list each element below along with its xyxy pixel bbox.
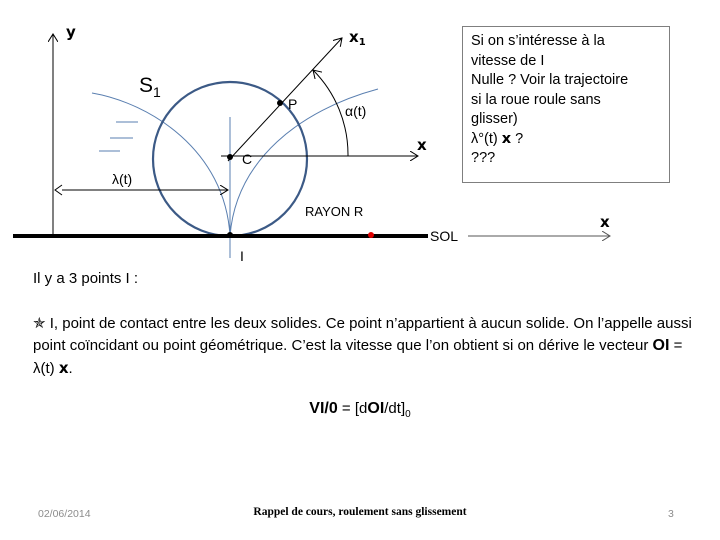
x-axis-label: x — [417, 136, 427, 154]
note-line: si la roue roule sans — [471, 91, 601, 108]
point-p — [277, 100, 283, 106]
note-line: Si on s’intéresse à la — [471, 33, 605, 49]
angle-label: α(t) — [345, 103, 367, 119]
radius-label: RAYON R — [305, 204, 364, 219]
y-axis-label: y — [66, 23, 76, 41]
note-line: ??? — [471, 150, 496, 166]
solid-label: $S_1$ — [139, 74, 161, 100]
point-c-label: C — [242, 151, 253, 167]
note-line: vitesse de I — [471, 52, 545, 69]
note-lambda-line: λ°(t) x ? — [471, 130, 524, 147]
ground-x-label: x — [600, 213, 610, 231]
distance-label: λ(t) — [112, 171, 133, 187]
footer-date: 02/06/2014 — [38, 508, 91, 520]
x1-axis-label: $x_1$ — [349, 28, 366, 48]
velocity-formula: $VI/0 = [dOI/dt]_0$ — [309, 400, 411, 420]
angle-arc — [313, 70, 348, 156]
point-i-label: I — [240, 248, 244, 264]
footer-title: Rappel de cours, roulement sans glissement — [253, 506, 467, 518]
note-box — [462, 26, 670, 183]
red-marker — [368, 232, 374, 238]
point-p-label: P — [288, 96, 298, 112]
point-c — [227, 154, 233, 160]
trajectory-curve-left — [92, 93, 230, 236]
contact-point-paragraph: ✯ I, point de contact entre les deux solides. Ce point n’appartient à aucun solide. On l’appelle aussi point coïncidant ou point géométrique. C’est la vitesse que l’on obtient si on dérive le vecteur OI = λ(t) x. — [33, 315, 692, 377]
point-i — [227, 232, 233, 238]
footer-page-number: 3 — [668, 508, 674, 520]
ground-label: SOL — [430, 228, 459, 244]
intro-text: Il y a 3 points I : — [33, 270, 139, 287]
note-line: Nulle ? Voir la trajectoire — [471, 72, 629, 88]
x1-axis — [228, 38, 342, 161]
note-line: glisser) — [471, 111, 518, 127]
star-bullet-icon: ✯ — [33, 315, 46, 332]
